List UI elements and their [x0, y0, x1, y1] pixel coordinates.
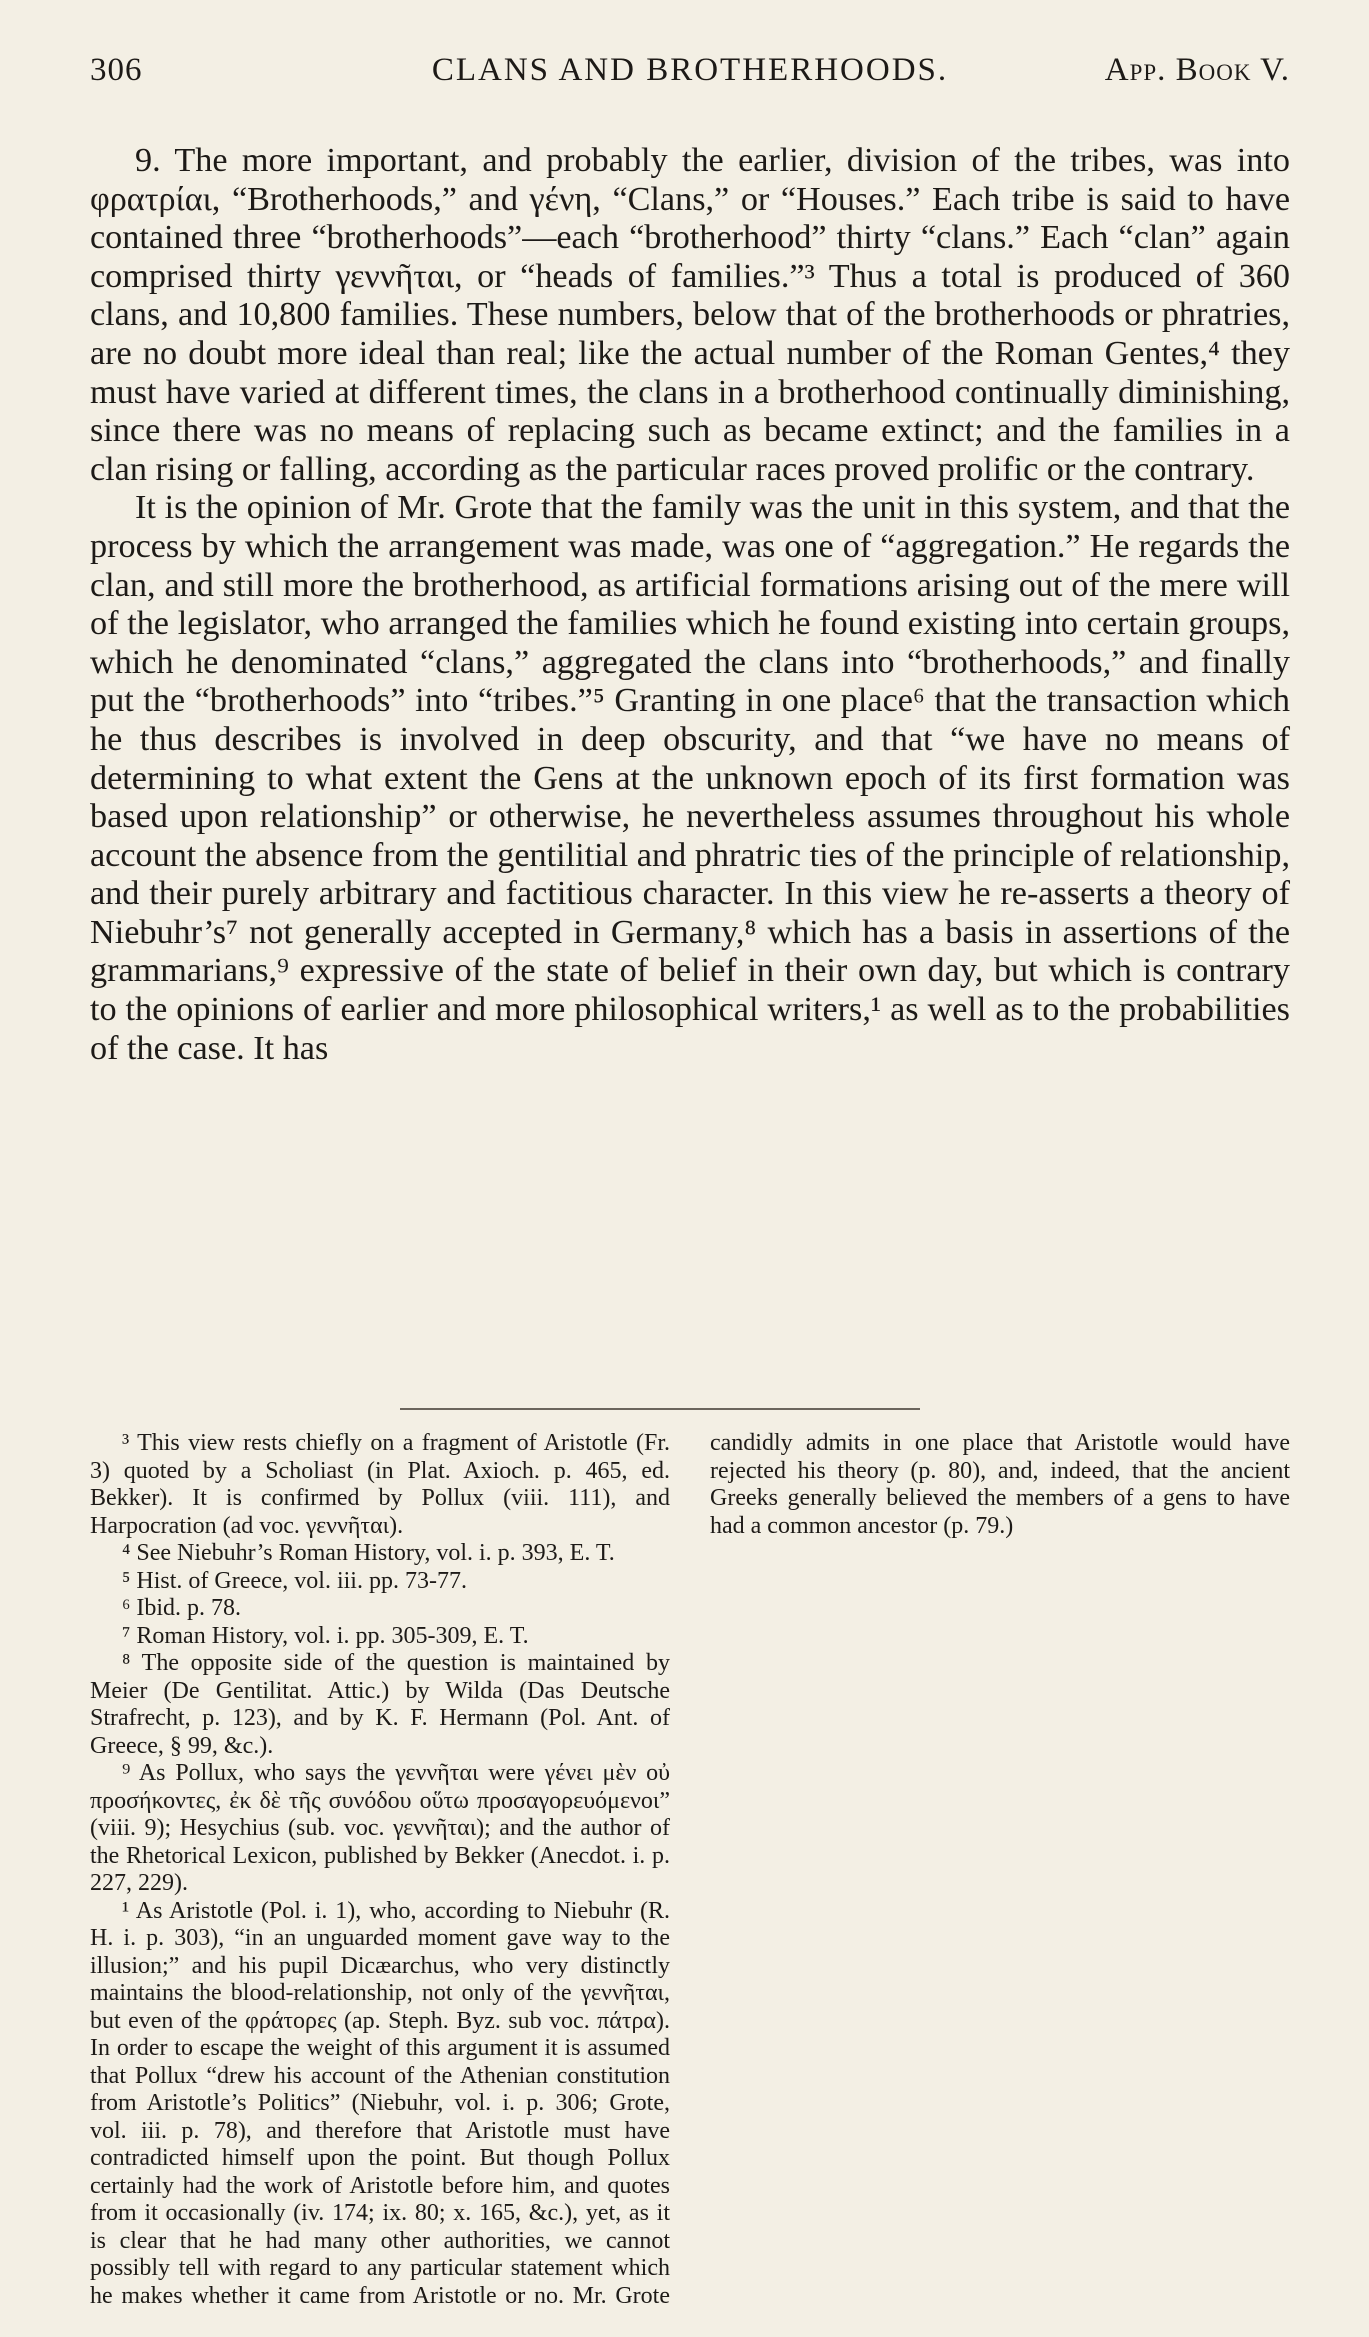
footnote-7: ⁷ Roman History, vol. i. pp. 305-309, E. T. [122, 1622, 529, 1649]
footnotes [90, 1430, 1290, 2310]
paragraph-2: It is the opinion of Mr. Grote that the family was the unit in this system, and that the process by which the arrangement was made, was one of “aggregation.” He regards the clan, and still more the brotherhood, as artificial formations arising out of the mere will of the legislator, who arranged the families which he found existing into certain groups, which he denominated “clans,” aggregated the clans into “brotherhoods,” and finally put the “brotherhoods” into “tribes.”⁵ Granting in one place⁶ that the transaction which he thus describes is involved in deep obscurity, and that “we have no means of determining to what extent the Gens at the unknown epoch of its first formation was based upon relationship” or otherwise, he nevertheless assumes throughout his whole account the absence from the gentilitial and phratric ties of the principle of relationship, and their purely arbitrary and factitious character. In this view he re-asserts a theory of Niebuhr’s⁷ not generally accepted in Germany,⁸ which has a basis in assertions of the grammarians,⁹ expressive of the state of belief in their own day, but which is contrary to the opinions of earlier and more philosophical writers,¹ as well as to the probabilities of the case. It has [90, 489, 1290, 1067]
footnote-4: ⁴ See Niebuhr’s Roman History, vol. i. p. 393, E. T. [122, 1540, 615, 1566]
footnote-6: ⁶ Ibid. p. 78. [122, 1595, 242, 1621]
footnote-3: ³ This view rests chiefly on a fragment of Aristotle (Fr. 3) quoted by a Scholiast (in Plat. Axioch. p. 465, ed. Bekker). It is confirmed by Pollux (viii. 111), and Harpocration (ad voc. γεννῆται). [90, 1430, 670, 1539]
running-header [90, 52, 1290, 102]
running-title: CLANS AND BROTHERHOODS. [431, 52, 949, 88]
footnote-5: ⁵ Hist. of Greece, vol. iii. pp. 73-77. [122, 1567, 467, 1594]
footnote-divider [400, 1408, 920, 1410]
main-text [90, 142, 1290, 1068]
paragraph-1: 9. The more important, and probably the earlier, division of the tribes, was into φρατρίαι, “Brotherhoods,” and γένη, “Clans,” or “Houses.” Each tribe is said to have contained three “brotherhoods”—each “brotherhood” thirty “clans.” Each “clan” again comprised thirty γεννῆται, or “heads of families.”³ Thus a total is produced of 360 clans, and 10,800 families. These numbers, below that of the brotherhoods or phratries, are no doubt more ideal than real; like the actual number of the Roman Gentes,⁴ they must have varied at different times, the clans in a brotherhood continually diminishing, since there was no means of replacing such as became extinct; and the families in a clan rising or falling, according as the particular races proved prolific or the contrary. [90, 142, 1290, 488]
footnote-8: ⁸ The opposite side of the question is maintained by Meier (De Gentilitat. Attic.) by Wilda (Das Deutsche Strafrecht, p. 123), and by K. F. Hermann (Pol. Ant. of Greece, § 99, &c.). [90, 1650, 670, 1759]
section-reference: App. Book V. [1104, 52, 1290, 88]
footnote-1: ¹ As Aristotle (Pol. i. 1), who, according to Niebuhr (R. H. i. p. 303), “in an unguarded moment gave way to the illusion;” and his pupil Dicæarchus, who very distinctly maintains the blood-relationship, not only of the γεννῆται, but even of the φράτορες (ap. Steph. Byz. sub voc. πάτρα). In order to escape the weight of this argument it is assumed that Pollux “drew his account of the Athenian constitution from Aristotle’s Politics” (Niebuhr, vol. i. p. 306; Grote, vol. iii. p. 78), and therefore that Aristotle must have contradicted himself upon the point. But though Pollux certainly had the work of Aristotle before him, and quotes from it occasionally (iv. 174; ix. 80; x. 165, &c.), yet, as it is clear that he had many other authorities, we cannot possibly tell with regard to any particular statement which he makes whether it came from Aristotle or no. Mr. Grote candidly admits in one place that Aristotle would have rejected his theory (p. 80), and, indeed, that the ancient Greeks generally believed the members of a gens to have had a common ancestor (p. 79.) [90, 1430, 1290, 2309]
footnote-9: ⁹ As Pollux, who says the γεννῆται were γένει μὲν οὐ προσήκοντες, ἐκ δὲ τῆς συνόδου οὕτω προσαγορευόμενοι” (viii. 9); Hesychius (sub. voc. γεννῆται); and the author of the Rhetorical Lexicon, published by Bekker (Anecdot. i. p. 227, 229). [90, 1760, 670, 1896]
page-number: 306 [90, 52, 143, 88]
